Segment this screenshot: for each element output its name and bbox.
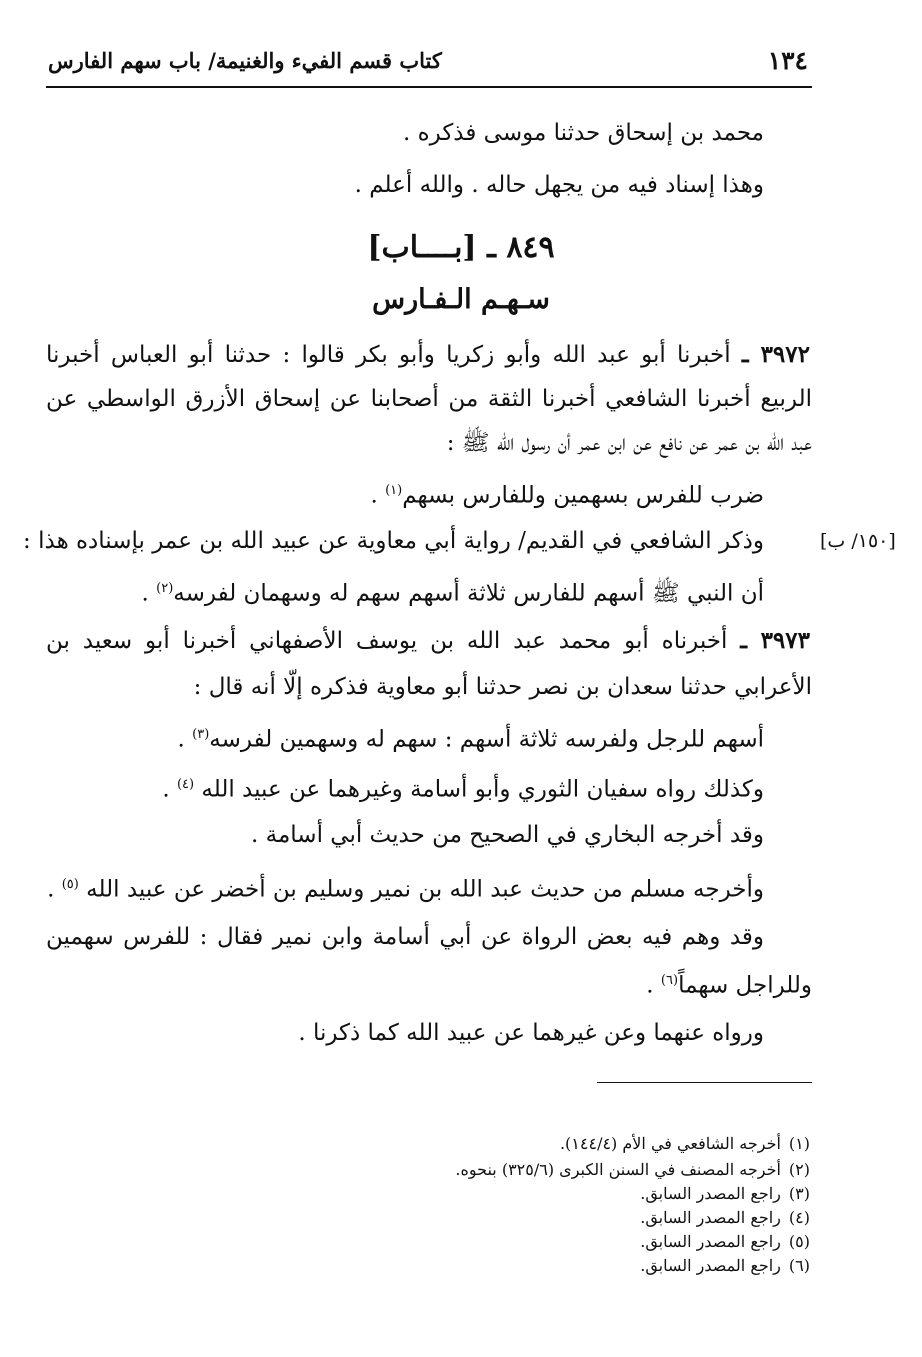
hadith-text: ضرب للفرس بسهمين وللفارس بسهم xyxy=(402,482,764,509)
hadith-text: وأخرجه مسلم من حديث عبد الله بن نمير وسليم بن أخضر عن عبيد الله xyxy=(86,876,764,903)
footnote-text: أخرجه الشافعي في الأم (١٤٤/٤). xyxy=(559,1134,781,1153)
text-line: وهذا إسناد فيه من يجهل حاله . والله أعلم . xyxy=(354,172,764,198)
footnote-separator xyxy=(597,1082,812,1083)
footnote-text: راجع المصدر السابق. xyxy=(640,1256,781,1275)
footnote-number: (٢) xyxy=(788,1160,810,1179)
running-title: كتاب قسم الفيء والغنيمة/ باب سهم الفارس xyxy=(48,48,442,73)
text-line: محمد بن إسحاق حدثنا موسى فذكره . xyxy=(402,120,764,146)
hadith-3972-first-line xyxy=(46,340,810,370)
footnote-ref: (٥) xyxy=(61,877,79,892)
text-line: أخبرنا أبو عبد الله وأبو زكريا وأبو بكر قالوا : حدثنا أبو العباس أخبرنا xyxy=(46,342,731,368)
text-line: وأخرجه مسلم من حديث عبد الله بن نمير وسليم بن أخضر عن عبيد الله $^{(٥)}$ . xyxy=(47,876,764,903)
margin-folio-note: [١٥٠/ ب] xyxy=(820,530,896,552)
text-line: أن النبي ﷺ أسهم للفارس ثلاثة أسهم سهم له وسهمان لفرسه$^{(٢)}$ . xyxy=(141,580,764,607)
page-header xyxy=(46,44,812,88)
text-line: الأعرابي حدثنا سعدان بن نصر حدثنا أبو معاوية فذكره إلّا أنه قال : xyxy=(193,674,812,700)
text-line: وذكر الشافعي في القديم/ رواية أبي معاوية عن عبيد الله بن عمر بإسناده هذا : xyxy=(23,528,764,554)
footnote-ref: (٢) xyxy=(156,581,174,596)
text-line: عبد الله بن عمر عن نافع عن ابن عمر أن رسول الله ﷺ : xyxy=(446,430,812,456)
hadith-text: وكذلك رواه سفيان الثوري وأبو أسامة وغيرهما عن عبيد الله xyxy=(201,776,764,803)
footnote-number: (٣) xyxy=(788,1184,810,1203)
chapter-heading: ٨٤٩ ـ [بــــاب] xyxy=(367,230,555,265)
footnote xyxy=(640,1256,810,1276)
footnote xyxy=(560,1134,810,1154)
text-line: وقد أخرجه البخاري في الصحيح من حديث أبي أسامة . xyxy=(251,822,764,848)
text-line: وللراجل سهماً$^{(٦)}$ . xyxy=(646,972,812,999)
footnote-number: (١) xyxy=(788,1134,810,1153)
text-line: أخبرناه أبو محمد عبد الله بن يوسف الأصفهاني أخبرنا أبو سعيد بن xyxy=(46,628,728,654)
hadith-text: أن النبي ﷺ أسهم للفارس ثلاثة أسهم سهم له وسهمان لفرسه xyxy=(173,580,764,607)
footnote-ref: (١) xyxy=(385,483,403,498)
footnote xyxy=(640,1208,810,1228)
footnote-text: راجع المصدر السابق. xyxy=(640,1184,781,1203)
footnote-text: راجع المصدر السابق. xyxy=(640,1232,781,1251)
footnote-number: (٤) xyxy=(788,1208,810,1227)
page-number: ١٣٤ xyxy=(767,46,808,75)
footnote-ref: (٣) xyxy=(192,727,210,742)
footnote xyxy=(640,1232,810,1252)
text-line: وكذلك رواه سفيان الثوري وأبو أسامة وغيرهما عن عبيد الله $^{(٤)}$ . xyxy=(162,776,764,803)
footnote xyxy=(455,1160,810,1180)
footnote-ref: (٤) xyxy=(176,777,195,792)
text-line: وقد وهم فيه بعض الرواة عن أبي أسامة وابن نمير فقال : للفرس سهمين xyxy=(46,924,764,950)
hadith-number: ٣٩٧٢ ـ xyxy=(741,341,810,368)
hadith-3973-first-line xyxy=(46,626,810,656)
footnote-ref: (٦) xyxy=(660,973,679,988)
text-line: الربيع أخبرنا الشافعي أخبرنا الثقة من أصحابنا عن إسحاق الأزرق الواسطي عن xyxy=(46,386,812,412)
footnote xyxy=(640,1184,810,1204)
footnote-text: راجع المصدر السابق. xyxy=(640,1208,781,1227)
hadith-text: وللراجل سهماً xyxy=(678,972,812,999)
chapter-subtitle: سـهـم الـفـارس xyxy=(372,284,550,315)
text-line: أسهم للرجل ولفرسه ثلاثة أسهم : سهم له وسهمين لفرسه$^{(٣)}$ . xyxy=(177,726,764,753)
hadith-text: أسهم للرجل ولفرسه ثلاثة أسهم : سهم له وسهمين لفرسه xyxy=(209,726,764,753)
footnote-text: أخرجه المصنف في السنن الكبرى (٣٢٥/٦) بنحوه. xyxy=(455,1160,781,1179)
text-line: ضرب للفرس بسهمين وللفارس بسهم$^{(١)}$ . xyxy=(370,482,764,509)
footnote-number: (٥) xyxy=(788,1232,810,1251)
text-line: ورواه عنهما وعن غيرهما عن عبيد الله كما ذكرنا . xyxy=(298,1020,764,1046)
hadith-number: ٣٩٧٣ ـ xyxy=(740,627,810,654)
footnote-number: (٦) xyxy=(788,1256,810,1275)
